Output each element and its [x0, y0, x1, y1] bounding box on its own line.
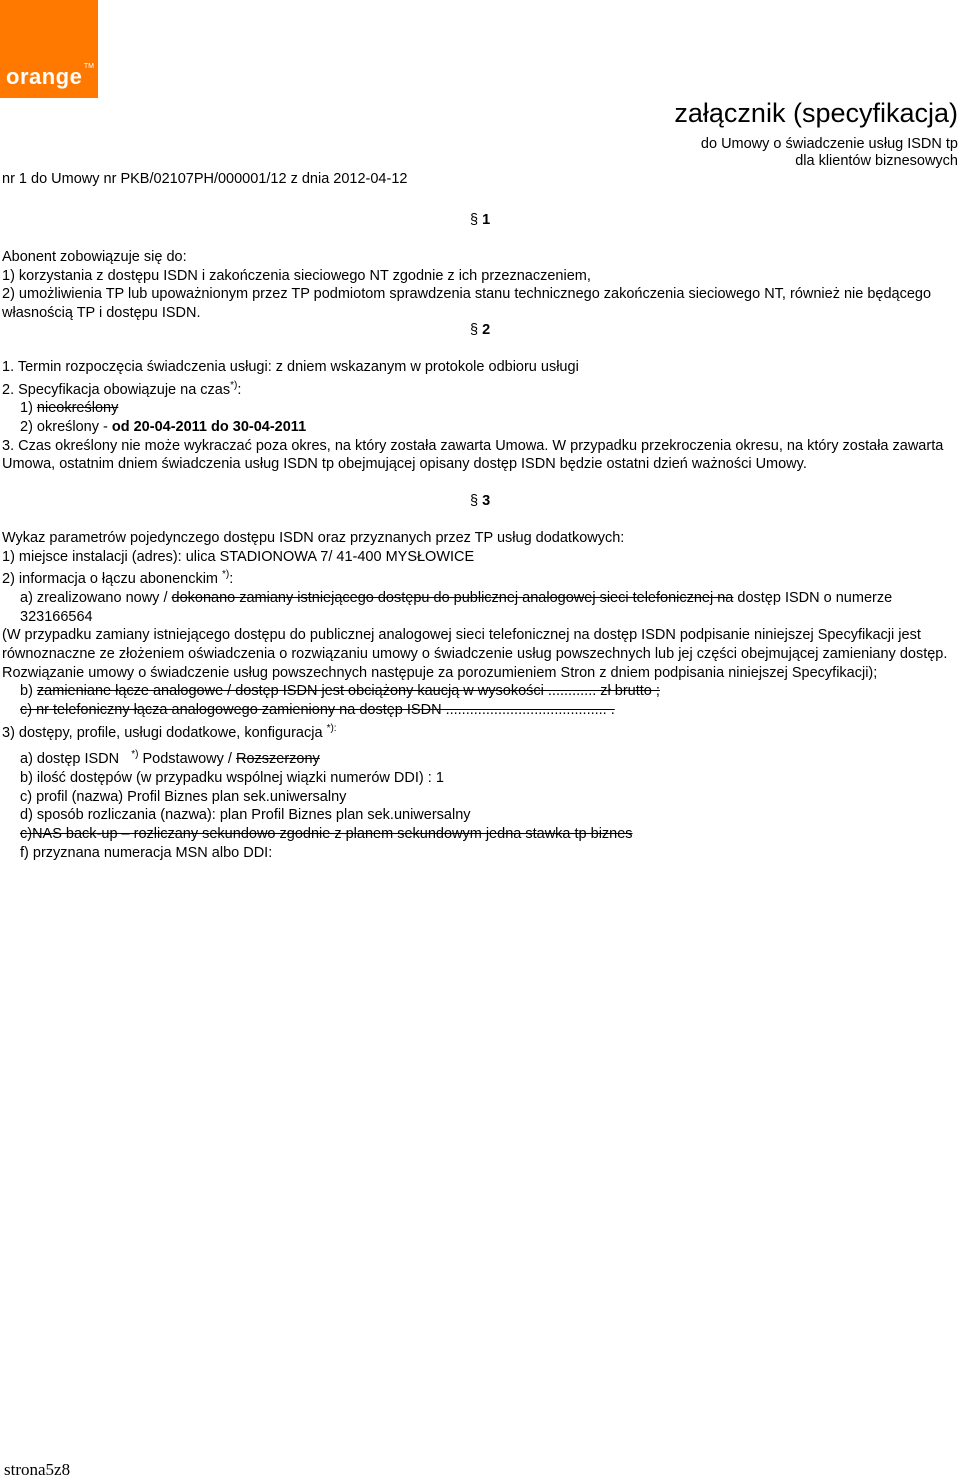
billing-method: d) sposób rozliczania (nazwa): plan Profil Biznes plan sek.uniwersalny [20, 807, 471, 824]
line-info-a: a) zrealizowano nowy / dokonano zamiany istniejącego dostępu do publicznej analogowej sieci telefonicznej na dostęp ISDN o numerze 323166564 [20, 589, 893, 625]
logo-text: orange [6, 64, 83, 89]
section-1-item-2: 2) umożliwienia TP lub upoważnionym przez TP podmiotom sprawdzenia stanu technicznego zakończenia sieciowego NT, również nie będącego własnością TP i dostępu ISDN. [2, 286, 932, 322]
section-2 [2, 358, 954, 474]
section-1 [2, 248, 954, 323]
paragraph-number: 3 [482, 493, 491, 509]
section-1-item-1: 1) korzystania z dostępu ISDN i zakończenia sieciowego NT zgodnie z ich przeznaczeniem, [2, 267, 591, 284]
access-profiles-heading: 3) dostępy, profile, usługi dodatkowe, konfiguracja *): [2, 722, 337, 741]
section-2-item-1: 1. Termin rozpoczęcia świadczenia usługi: z dniem wskazanym w protokole odbioru usługi [2, 359, 579, 375]
paragraph-sign: § [470, 322, 479, 338]
line-info-b: b) zamieniane łącze analogowe / dostęp ISDN jest obciążony kaucją w wysokości ............ zł brutto ; [20, 683, 660, 700]
duration-option-2: 2) określony - od 20-04-2011 do 30-04-2011 [20, 418, 307, 435]
paragraph-number: 2 [482, 322, 491, 338]
subtitle-line-1: do Umowy o świadczenie usług ISDN tp [700, 136, 958, 152]
logo-tm: TM [83, 63, 94, 70]
orange-logo [0, 0, 98, 98]
document-title: załącznik (specyfikacja) [674, 98, 958, 128]
section-3-intro: Wykaz parametrów pojedynczego dostępu ISDN oraz przyznanych przez TP usług dodatkowych: [2, 530, 625, 546]
page-number: strona5z8 [4, 1460, 71, 1479]
duration-dates: od 20-04-2011 do 30-04-2011 [111, 418, 307, 435]
paragraph-sign: § [470, 493, 479, 509]
line-info-c: c) nr telefoniczny łącza analogowego zamieniony na dostęp ISDN ........................................ . [20, 702, 615, 719]
option-indefinite: nieokreślony [36, 400, 119, 417]
installation-address: 1) miejsce instalacji (adres): ulica STADIONOWA 7/ 41-400 MYSŁOWICE [2, 548, 475, 565]
paragraph-1-heading [470, 212, 490, 228]
paragraph-3-heading [470, 493, 490, 509]
section-3 [2, 529, 954, 862]
section-1-intro: Abonent zobowiązuje się do: [2, 249, 187, 265]
subtitle-line-2: dla klientów biznesowych [795, 153, 958, 169]
section-2-item-2: 2. Specyfikacja obowiązuje na czas*): [2, 379, 242, 398]
paragraph-sign: § [470, 212, 479, 228]
duration-option-1: 1) nieokreślony [20, 400, 119, 417]
conversion-note: (W przypadku zamiany istniejącego dostępu do publicznej analogowej sieci telefonicznej na dostęp ISDN podpisanie niniejszej Specyfikacji jest równoznaczne ze złożeniem oświadczenia o rozwiązaniu umowy o świadczenie usług powszechnych lub jej części obejmującej zamieniany dostęp. Rozwiązanie umowy o świadczenie usług powszechnych następuje za porozumieniem Stron z dniem podpisania niniejszej Specyfikacji); [2, 627, 948, 681]
profile-name: c) profil (nazwa) Profil Biznes plan sek.uniwersalny [20, 788, 347, 805]
document-subtitle [701, 136, 958, 170]
line-info-heading: 2) informacja o łączu abonenckim *): [2, 569, 234, 588]
contract-reference: nr 1 do Umowy nr PKB/02107PH/000001/12 z dnia 2012-04-12 [2, 171, 408, 187]
paragraph-number: 1 [482, 212, 491, 228]
access-count: b) ilość dostępów (w przypadku wspólnej wiązki numerów DDI) : 1 [20, 769, 444, 786]
paragraph-2-heading [470, 322, 490, 338]
nas-backup: c)NAS back-up – rozliczany sekundowo zgodnie z planem sekundowym jedna stawka tp biznes [20, 826, 633, 843]
access-type: a) dostęp ISDN *) Podstawowy / Rozszerzony [20, 749, 320, 768]
msn-ddi-numbering: f) przyznana numeracja MSN albo DDI: [20, 844, 273, 861]
section-2-item-3: 3. Czas określony nie może wykraczać poza okres, na który została zawarta Umowa. W przypadku przekroczenia okresu, na który została zawarta Umowa, ostatnim dniem świadczenia usług ISDN tp obejmującej opisany dostęp ISDN będzie ostatni dzień ważności Umowy. [2, 437, 944, 473]
